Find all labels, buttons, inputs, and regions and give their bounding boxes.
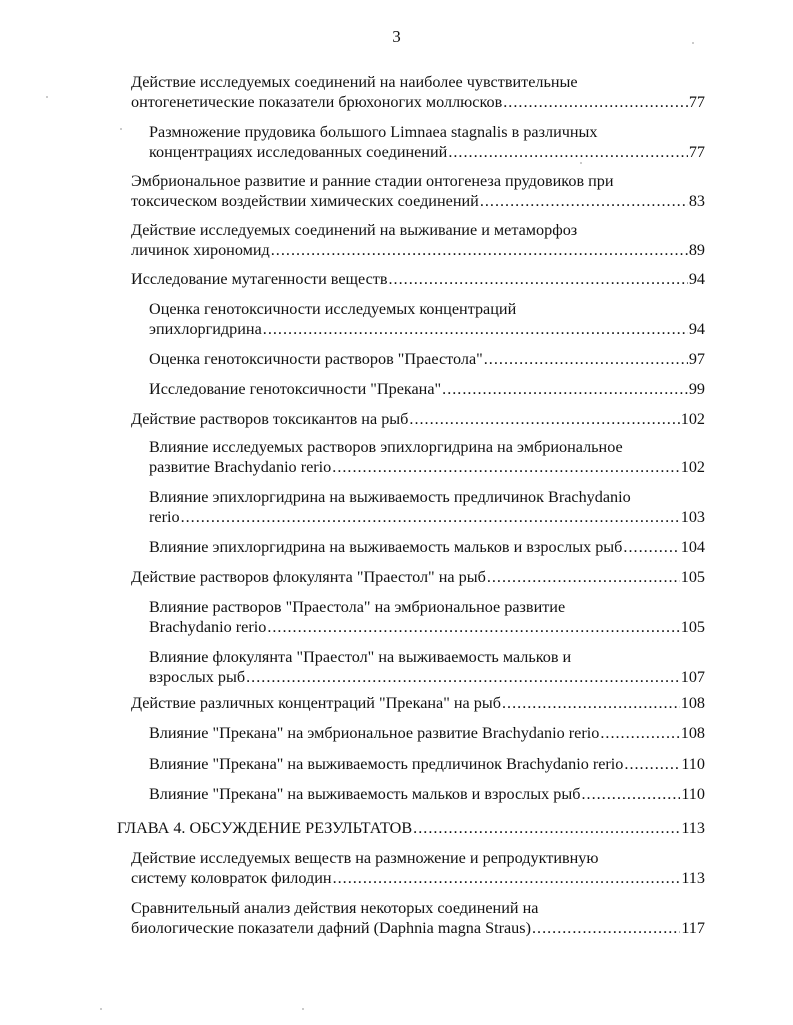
dot-leader bbox=[480, 191, 688, 211]
toc-page-number: 83 bbox=[688, 192, 705, 210]
toc-page-number: 77 bbox=[688, 143, 705, 161]
toc-entry-title-line: Влияние флокулянта "Праестол" на выживаемость мальков и bbox=[149, 648, 572, 666]
toc-page-number: 94 bbox=[688, 320, 705, 338]
toc-entry-title: Влияние "Прекана" на выживаемость предличинок Brachydanio rerio bbox=[149, 755, 624, 773]
toc-entry-row bbox=[131, 269, 705, 289]
scan-speck bbox=[100, 1008, 102, 1010]
toc-entry-title-line: Оценка генотоксичности исследуемых концентраций bbox=[149, 300, 517, 318]
toc-entry-title: эпихлоргидрина bbox=[149, 320, 262, 338]
toc-entry-title: Влияние эпихлоргидрина на выживаемость мальков и взрослых рыб bbox=[149, 538, 623, 556]
toc-entry bbox=[149, 597, 705, 637]
toc-entry-title: Исследование мутагенности веществ bbox=[131, 270, 388, 288]
toc-entry-row bbox=[149, 379, 705, 399]
toc-entry-row bbox=[149, 723, 705, 743]
toc-entry-title: rerio bbox=[149, 508, 180, 526]
toc-entry bbox=[149, 122, 705, 162]
toc-entry-title-line: Действие исследуемых веществ на размножение и репродуктивную bbox=[131, 849, 599, 867]
toc-entry-title-line: Влияние исследуемых растворов эпихлоргидрина на эмбриональное bbox=[149, 438, 623, 456]
dot-leader bbox=[267, 617, 679, 637]
dot-leader bbox=[246, 667, 680, 687]
toc-page-number: 89 bbox=[688, 241, 705, 259]
toc-entry-title: ГЛАВА 4. ОБСУЖДЕНИЕ РЕЗУЛЬТАТОВ bbox=[117, 819, 413, 837]
toc-entry bbox=[149, 299, 705, 339]
toc-entry-title: Действие растворов токсикантов на рыб bbox=[131, 410, 409, 428]
toc-entry-row bbox=[149, 667, 705, 687]
toc-page-number: 102 bbox=[680, 410, 705, 428]
scan-speck bbox=[46, 96, 48, 98]
toc-entry bbox=[131, 269, 705, 289]
dot-leader bbox=[532, 918, 680, 938]
page-number: 3 bbox=[392, 27, 401, 46]
toc-page-number: 107 bbox=[680, 668, 705, 686]
toc-entry bbox=[149, 647, 705, 687]
toc-entry-row bbox=[131, 918, 705, 938]
toc-entry-title: личинок хирономид bbox=[131, 241, 270, 259]
toc-entry-row bbox=[149, 754, 705, 774]
dot-leader bbox=[484, 349, 688, 369]
toc-entry-title: Влияние "Прекана" на выживаемость мальков и взрослых рыб bbox=[149, 785, 581, 803]
toc-page-number: 110 bbox=[681, 755, 705, 773]
toc-entry-row bbox=[117, 818, 705, 838]
toc-entry-title-line: Эмбриональное развитие и ранние стадии онтогенеза прудовиков при bbox=[131, 172, 614, 190]
toc-page-number: 105 bbox=[680, 568, 705, 586]
toc-entry bbox=[149, 784, 705, 804]
toc-page-number: 77 bbox=[688, 93, 705, 111]
dot-leader bbox=[623, 537, 679, 557]
dot-leader bbox=[448, 142, 687, 162]
toc-page-number: 110 bbox=[681, 785, 705, 803]
toc-entry-title: взрослых рыб bbox=[149, 668, 246, 686]
toc-entry-row bbox=[149, 617, 705, 637]
toc-page-number: 113 bbox=[681, 819, 705, 837]
toc-entry-row bbox=[131, 567, 705, 587]
toc-entry-title: Исследование генотоксичности "Прекана" bbox=[149, 380, 442, 398]
dot-leader bbox=[581, 784, 680, 804]
toc-entry-row bbox=[131, 191, 705, 211]
toc-page-number: 97 bbox=[688, 350, 705, 368]
toc-page-number: 105 bbox=[680, 618, 705, 636]
toc-entry-row bbox=[131, 409, 705, 429]
dot-leader bbox=[442, 379, 688, 399]
toc-entry bbox=[149, 537, 705, 557]
scan-speck bbox=[692, 42, 694, 44]
toc-entry-title: биологические показатели дафний (Daphnia magna Straus) bbox=[131, 919, 531, 937]
toc-entry-row bbox=[131, 240, 705, 260]
toc-entry bbox=[131, 848, 705, 888]
toc-entry-title-line: Влияние эпихлоргидрина на выживаемость предличинок Brachydanio bbox=[149, 488, 631, 506]
toc-entry bbox=[149, 487, 705, 527]
toc-entry-title: Влияние "Прекана" на эмбриональное развитие Brachydanio rerio bbox=[149, 724, 600, 742]
toc-entry-title: развитие Brachydanio rerio bbox=[149, 458, 332, 476]
toc-page-number: 102 bbox=[680, 458, 705, 476]
toc-entry bbox=[131, 72, 705, 112]
toc-entry bbox=[149, 379, 705, 399]
toc-page-number: 108 bbox=[680, 694, 705, 712]
toc-page-number: 94 bbox=[688, 270, 705, 288]
toc-entry-title-line: Действие исследуемых соединений на выживание и метаморфоз bbox=[131, 221, 578, 239]
toc-entry-row bbox=[149, 537, 705, 557]
toc-entry bbox=[149, 349, 705, 369]
toc-entry-title: систему коловраток филодин bbox=[131, 869, 332, 887]
toc-page-number: 117 bbox=[681, 919, 705, 937]
dot-leader bbox=[333, 868, 681, 888]
toc-entry-row bbox=[149, 142, 705, 162]
toc-entry-title: Действие растворов флокулянта "Праестол" на рыб bbox=[131, 568, 486, 586]
dot-leader bbox=[332, 457, 679, 477]
toc-entry-title: Оценка генотоксичности растворов "Праестола" bbox=[149, 350, 483, 368]
toc-entry bbox=[131, 567, 705, 587]
dot-leader bbox=[503, 92, 688, 112]
toc-entry-title-line: Влияние растворов "Праестола" на эмбриональное развитие bbox=[149, 598, 566, 616]
toc-entry-title: концентрациях исследованных соединений bbox=[149, 143, 448, 161]
dot-leader bbox=[487, 567, 680, 587]
toc-entry bbox=[149, 723, 705, 743]
toc-entry-title: онтогенетические показатели брюхоногих моллюсков bbox=[131, 93, 503, 111]
toc-entry-row bbox=[149, 349, 705, 369]
toc-entry-title-line: Сравнительный анализ действия некоторых соединений на bbox=[131, 899, 539, 917]
toc-entry bbox=[117, 818, 705, 838]
scan-speck bbox=[580, 162, 582, 164]
dot-leader bbox=[502, 693, 680, 713]
toc-page-number: 99 bbox=[688, 380, 705, 398]
toc-entry-title: токсическом воздействии химических соединений bbox=[131, 192, 479, 210]
dot-leader bbox=[271, 240, 688, 260]
toc-entry-row bbox=[149, 457, 705, 477]
toc-entry-row bbox=[131, 868, 705, 888]
dot-leader bbox=[624, 754, 680, 774]
dot-leader bbox=[263, 319, 688, 339]
toc-entry-title: Brachydanio rerio bbox=[149, 618, 267, 636]
dot-leader bbox=[389, 269, 688, 289]
toc-page-number: 103 bbox=[680, 508, 705, 526]
toc-entry-title-line: Действие исследуемых соединений на наиболее чувствительные bbox=[131, 73, 578, 91]
toc-entry bbox=[131, 693, 705, 713]
toc-entry-title-line: Размножение прудовика большого Limnaea stagnalis в различных bbox=[149, 123, 598, 141]
toc-entry bbox=[149, 437, 705, 477]
toc-entry bbox=[131, 898, 705, 938]
toc-entry bbox=[131, 409, 705, 429]
dot-leader bbox=[181, 507, 680, 527]
toc-entry-row bbox=[131, 693, 705, 713]
toc-entry-row bbox=[131, 92, 705, 112]
scan-speck bbox=[120, 128, 122, 130]
toc-entry-row bbox=[149, 784, 705, 804]
scan-speck bbox=[302, 1008, 304, 1010]
toc-page-number: 108 bbox=[680, 724, 705, 742]
toc-entry bbox=[149, 754, 705, 774]
dot-leader bbox=[413, 818, 680, 838]
toc-entry-row bbox=[149, 319, 705, 339]
dot-leader bbox=[409, 409, 679, 429]
toc-page-number: 104 bbox=[680, 538, 705, 556]
toc-entry-row bbox=[149, 507, 705, 527]
toc-entry-title: Действие различных концентраций "Прекана" на рыб bbox=[131, 694, 501, 712]
toc-entry bbox=[131, 171, 705, 211]
toc-page-number: 113 bbox=[681, 869, 705, 887]
toc-entry bbox=[131, 220, 705, 260]
dot-leader bbox=[600, 723, 679, 743]
